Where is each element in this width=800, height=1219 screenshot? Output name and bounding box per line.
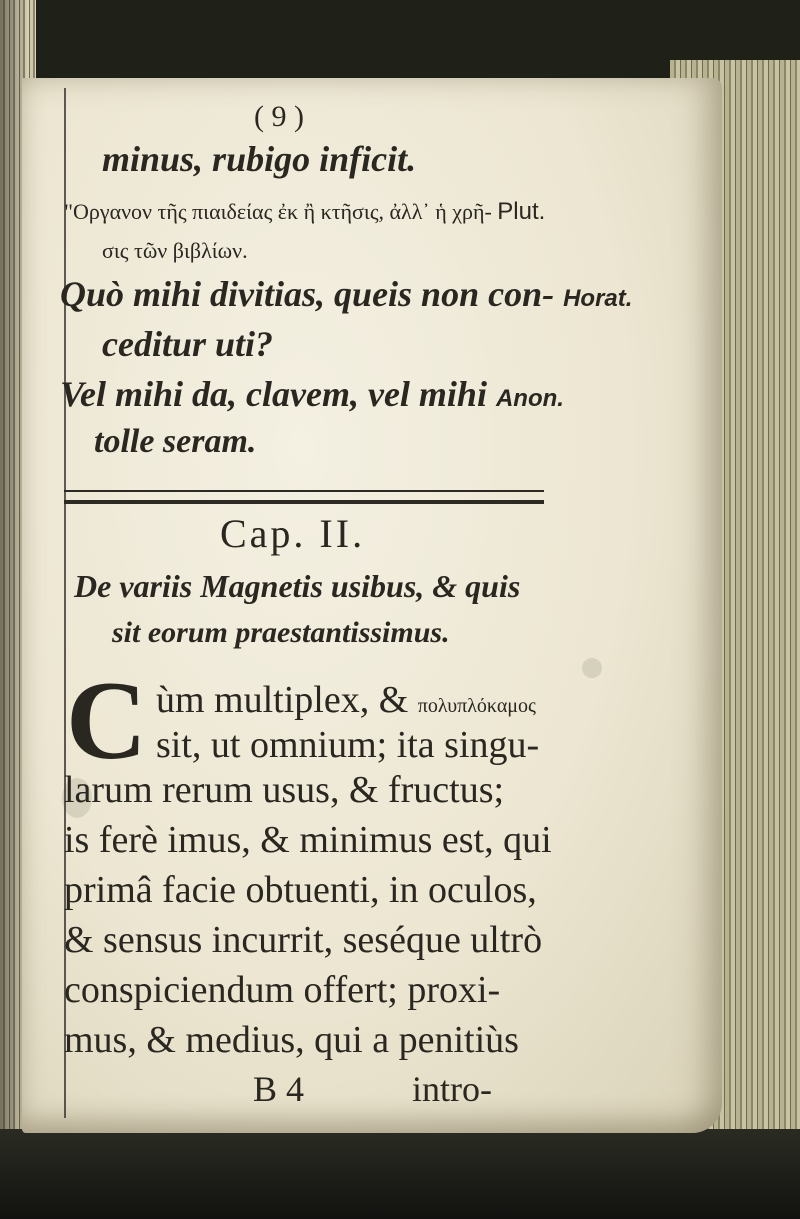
body-line: conspiciendum offert; proxi-	[64, 969, 501, 1011]
greek-quotation	[64, 198, 545, 226]
latin-quotation	[60, 373, 564, 415]
text-line: minus, rubigo inficit.	[102, 139, 417, 179]
chapter-subtitle: De variis Magnetis usibus, & quis	[74, 568, 521, 604]
body-line: sit, ut omnium; ita singu-	[156, 724, 540, 766]
greek-word: πολυπλόκαμος	[417, 695, 536, 717]
body-line: & sensus incurrit, seséque ultrò	[64, 919, 543, 961]
body-line: primâ facie obtuenti, in oculos,	[64, 869, 537, 911]
footer-line	[64, 1068, 492, 1110]
page-number: ( 9 )	[254, 100, 304, 133]
greek-quotation-cont: σις τῶν βιβλίων.	[102, 238, 248, 263]
citation-source: Plut.	[497, 198, 546, 225]
body-line	[156, 678, 536, 722]
latin-quotation-cont: ceditur uti?	[102, 324, 274, 364]
catchword: intro-	[412, 1069, 492, 1109]
section-divider	[64, 490, 544, 504]
chapter-heading: Cap. II.	[220, 511, 366, 556]
body-line: mus, & medius, qui a penitiùs	[64, 1019, 519, 1061]
book-page	[22, 78, 722, 1133]
body-text: ùm multiplex, &	[156, 679, 409, 721]
margin-rule	[64, 88, 66, 1118]
drop-capital	[62, 670, 152, 770]
latin-quotation-cont: tolle seram.	[94, 423, 257, 460]
page-content	[54, 78, 674, 1133]
signature-mark: B 4	[253, 1069, 305, 1109]
citation-source: Horat.	[563, 285, 633, 312]
body-line: is ferè imus, & minimus est, qui	[64, 819, 552, 861]
chapter-subtitle-cont: sit eorum praestantissimus.	[112, 616, 450, 649]
citation-source: Anon.	[495, 385, 564, 412]
quotation-text: Quò mihi divitias, queis non con-	[60, 274, 555, 314]
greek-text: "Οργανον τῆς πιαιδείας ἐκ ἢ κτῆσις, ἀλλ᾽ ἡ χρῆ-	[64, 199, 492, 224]
body-line: larum rerum usus, & fructus;	[64, 769, 505, 811]
drop-capital-letter: C	[66, 670, 147, 770]
latin-quotation	[60, 273, 632, 315]
background-bottom	[0, 1129, 800, 1219]
quotation-text: Vel mihi da, clavem, vel mihi	[60, 374, 487, 414]
